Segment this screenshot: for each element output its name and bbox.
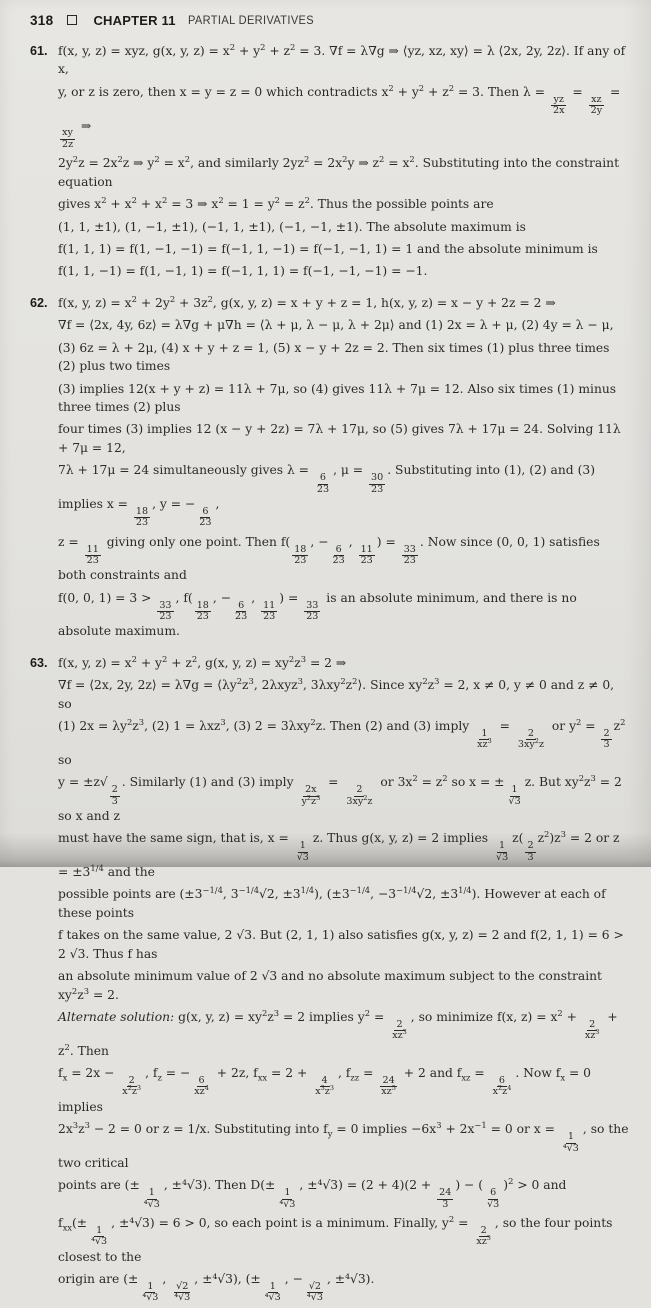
- text-line: (3) 6z = λ + 2μ, (4) x + y + z = 1, (5) x − y + 2z = 2. Then six times (1) plus three times (2) plus two times: [58, 340, 610, 374]
- text-line: (1) $2x = \lambda y^2z^3$, (2) 1 = λxz$^3$, (3) 2 = 3λxy$^2$z. Then (2) and (3) imply $\frac{1}{xz^3}$ = $\frac{2}{3xy^2z}$ or $y^2$ = $\frac{2}{3}$ $z^2$ so: [58, 717, 626, 767]
- problem-number: 63.: [30, 655, 48, 670]
- problem-solution-text: [58, 42, 629, 285]
- section-square-icon: [67, 15, 77, 25]
- problem-solution-text: [58, 654, 629, 1308]
- text-line: $2x^3z^3 - 2 = 0$ or z = 1/x. Substituting into $f_y = 0$ implies $-6x^3 + 2x^{-1} = 0$ or x = $\frac{1}{\text{⁴√3}}$ , so the two critical: [58, 1120, 629, 1170]
- text-line: must have the same sign, that is, x = $\frac{1}{√3}$ z. Thus g(x, y, z) = 2 implies $\frac{1}{√3}$ z( $\frac{2}{3}$ $z^2)z^3 = 2$ or $z = \pm 3^{1/4}$ and the: [58, 829, 620, 879]
- page-header: [30, 8, 629, 32]
- text-line: f(1, 1, 1) = f(1, −1, −1) = f(−1, 1, −1) = f(−1, −1, 1) = 1 and the absolute minimum is: [58, 241, 598, 256]
- text-line: (1, 1, ±1), (1, −1, ±1), (−1, 1, ±1), (−1, −1, ±1). The absolute maximum is: [58, 219, 526, 234]
- problem-solution-text: [58, 294, 629, 645]
- chapter-label: CHAPTER 11: [93, 12, 176, 28]
- text-line: z = $\frac{11}{23}$ giving only one point. Then f( $\frac{18}{23}$ , − $\frac{6}{23}$ , $\frac{11}{23}$ ) = $\frac{33}{23}$ . Now since (0, 0, 1) satisfies both constraints and: [58, 534, 600, 583]
- text-line: possible points are ($\pm 3^{-1/4}$, $3^{-1/4}√2$, $\pm 3^{1/4}$), ($\pm 3^{-1/4}$, $-3^{-1/4}√2$, $\pm 3^{1/4}$). However at each of these points: [58, 885, 606, 920]
- text-line: $f_x = 2x$ − $\frac{2}{x^2z^3}$ , $f_z$ = − $\frac{6}{xz^4}$ + 2z, $f_{xx} = 2$ + $\frac{4}{x^3z^3}$ , $f_{zz}$ = $\frac{24}{xz^5}$ + 2 and $f_{xz}$ = $\frac{6}{x^2z^4}$ . Now $f_x = 0$ implies: [58, 1066, 591, 1114]
- text-line: 7λ + 17μ = 24 simultaneously gives λ = $\frac{6}{23}$ , μ = $\frac{30}{23}$ . Substituting into (1), (2) and (3) implies x = $\frac{18}{23}$ , y = − $\frac{6}{23}$ ,: [58, 463, 595, 529]
- text-line: f(0, 0, 1) = 3 > $\frac{33}{23}$ , f( $\frac{18}{23}$ , − $\frac{6}{23}$ , $\frac{11}{23}$ ) = $\frac{33}{23}$ is an absolute minimum, and there is no absolute maximum.: [58, 590, 577, 639]
- text-line: origin are (± $\frac{1}{\text{⁴√3}}$ , $\frac{√2}{\text{⁴√3}}$ , ±⁴√3), (± $\frac{1}{\text{⁴√3}}$ , − $\frac{√2}{\text{⁴√3}}$ , ±⁴√3).: [58, 1272, 375, 1304]
- text-line: $f_{xx}(\pm$ $\frac{1}{\text{⁴√3}}$ , ±⁴√3) = 6 > 0, so each point is a minimum. Finally, $y^2$ = $\frac{2}{xz^3}$ , so the four points closest to the: [58, 1213, 613, 1264]
- problem-63: [30, 654, 629, 1308]
- text-line: y, or z is zero, then x = y = z = 0 which contradicts $x^2 + y^2 + z^2 = 3$. Then λ = $\frac{yz}{2x}$ = $\frac{xz}{2y}$ = $\frac{xy}{2z}$ ⇒: [58, 82, 621, 150]
- text-line: (3) implies 12(x + y + z) = 11λ + 7μ, so (4) gives 11λ + 7μ = 12. Also six times (1) minus three times (2) plus: [58, 381, 617, 414]
- text-line: f(x, y, $z) = x^2 + 2y^2 + 3z^2$, g(x, y, z) = x + y + z = 1, h(x, y, z) = x − y + 2z = 2 ⇒: [58, 293, 556, 310]
- problem-62: [30, 294, 629, 645]
- text-line: four times (3) implies 12 (x − y + 2z) = 7λ + 17μ, so (5) gives 7λ + 17μ = 24. Solving 11λ + 7μ = 12,: [58, 422, 621, 455]
- text-line: ∇f = ⟨2x, 2y, 2z⟩ = $\lambda\nabla g = ⟨\lambda y^2z^3$, 2λxyz$^3$, $3\lambda xy^2z^2⟩$. Since $xy^2z^3 = 2$, x ≠ 0, y ≠ 0 and z ≠ 0, so: [58, 676, 615, 711]
- text-line: $2y^2z = 2x^2z$ ⇒ $y^2 = x^2$, and similarly $2yz^2 = 2x^2y$ ⇒ $z^2 = x^2$. Substituting into the constraint equation: [58, 154, 620, 189]
- text-line: f(x, y, z) = xyz, g(x, y, $z) = x^2 + y^2 + z^2 = 3$. ∇f = λ∇g ⇒ ⟨yz, xz, xy⟩ = λ ⟨2x, 2y, 2z⟩. If any of x,: [58, 41, 626, 77]
- text-line: f(1, 1, −1) = f(1, −1, 1) = f(−1, 1, 1) = f(−1, −1, −1) = −1.: [58, 264, 428, 279]
- text-line: an absolute minimum value of 2 √3 and no absolute maximum subject to the constraint $xy^2z^3 = 2$.: [58, 969, 602, 1002]
- problem-number: 61.: [30, 44, 48, 58]
- text-line: points are (± $\frac{1}{\text{⁴√3}}$ , ±⁴√3). Then D(± $\frac{1}{\text{⁴√3}}$ , ±⁴√3) = (2 + 4)(2 + $\frac{24}{3}$ ) − ( $\frac{6}{√3}$ )$^2$ > 0 and: [58, 1176, 567, 1210]
- chapter-title: PARTIAL DERIVATIVES: [187, 13, 314, 27]
- text-line: Alternate solution: g(x, y, $z) = xy^2z^3 = 2$ implies $y^2$ = $\frac{2}{xz^3}$ , so minimize f(x, $z) = x^2$ + $\frac{2}{xz^3}$ + $z^2$. Then: [58, 1007, 618, 1058]
- text-line: ∇f = ⟨2x, 4y, 6z⟩ = λ∇g + μ∇h = ⟨λ + μ, λ − μ, λ + 2μ⟩ and (1) 2x = λ + μ, (2) 4y = λ − μ,: [58, 318, 614, 333]
- text-line: f(x, y, $z) = x^2 + y^2 + z^2$, g(x, y, $z) = xy^2z^3 = 2$ ⇒: [58, 653, 347, 670]
- text-line: f takes on the same value, 2 √3. But (2, 1, 1) also satisfies g(x, y, z) = 2 and f(2, 1, 1) = 6 > 2 √3. Thus f has: [58, 928, 624, 961]
- problem-number: 62.: [30, 295, 48, 310]
- problem-61: [30, 42, 629, 285]
- text-line: y = ±z√ $\frac{2}{3}$ . Similarly (1) and (3) imply $\frac{2x}{y^2z^3}$ = $\frac{2}{3xy^2z}$ or $3x^2 = z^2$ so x = ± $\frac{1}{√3}$ z. But $xy^2z^3 = 2$ so x and z: [58, 773, 622, 823]
- text-line: gives $x^2 + x^2 + x^2 = 3$ ⇒ $x^2 = 1 = y^2 = z^2$. Thus the possible points are: [58, 194, 494, 212]
- page-number: 318: [30, 12, 54, 28]
